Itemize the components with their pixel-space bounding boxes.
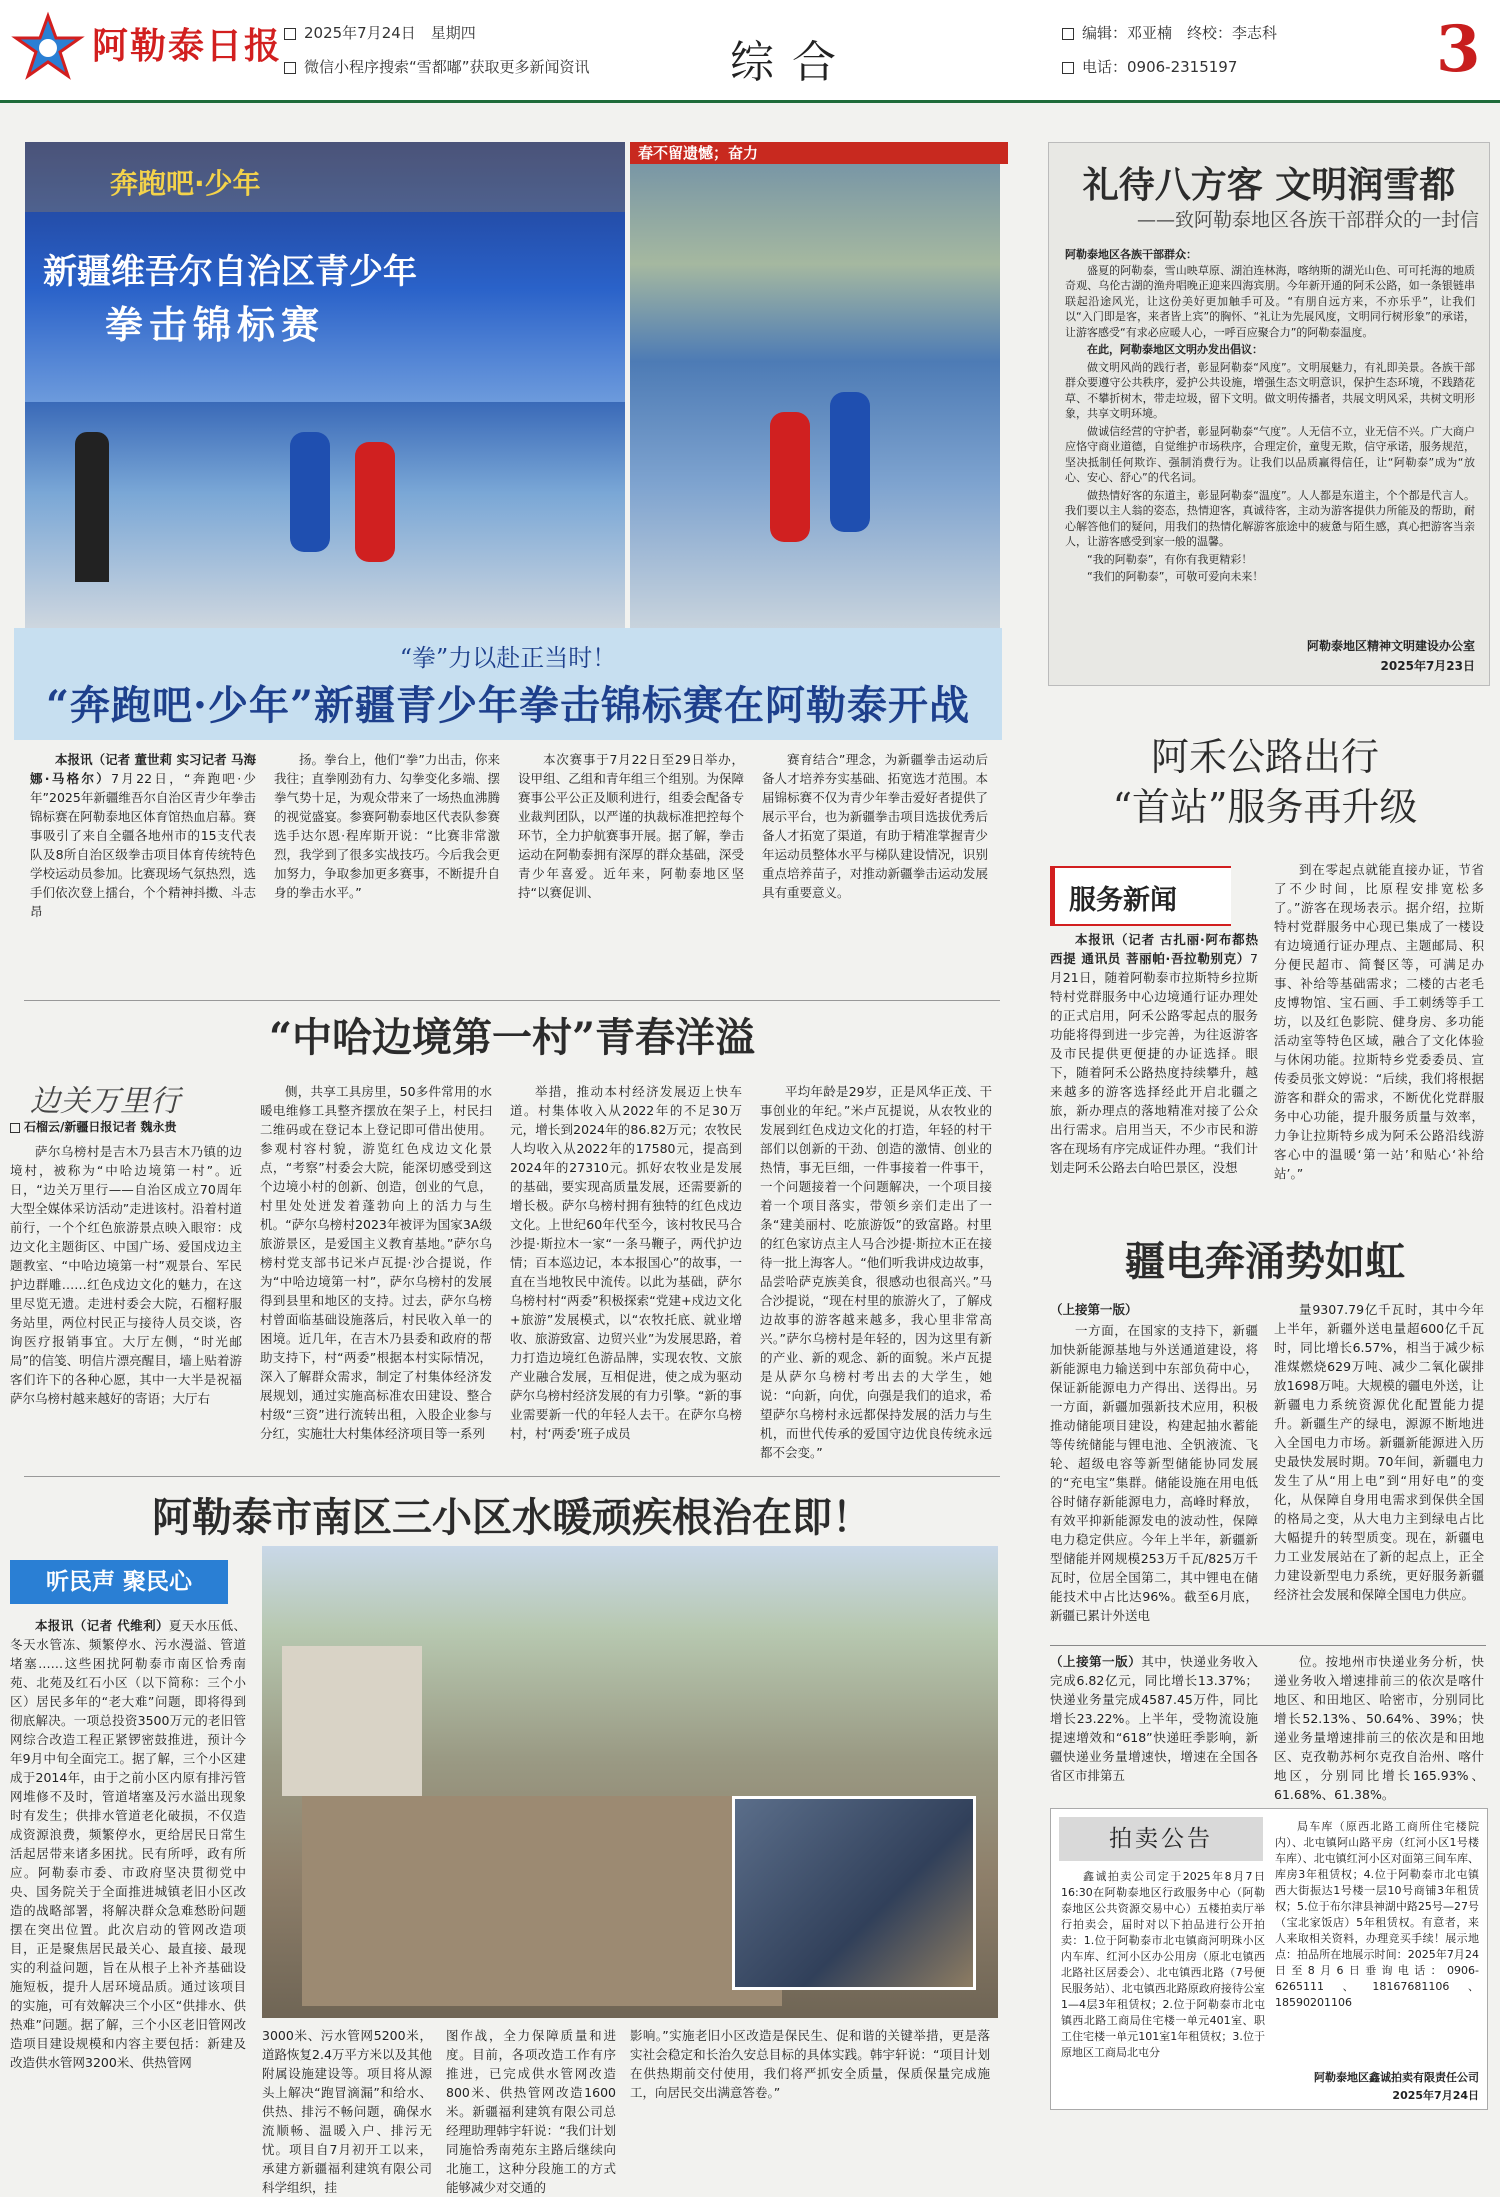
photo-event-logo: 奔跑吧·少年 — [110, 167, 261, 200]
letter-date: 2025年7月23日 — [1380, 659, 1475, 673]
auction-date: 2025年7月24日 — [1392, 2089, 1479, 2102]
water-col-3: 图作战，全力保障质量和进度。目前，各项改造工作有序推进，已完成供水管网改造800米、供热管网改造1600米。新疆福利建筑有限公司总经理助理韩宇轩说：“我们计划同施恰秀南苑东主路后继续向北施工，这种分段施工的方式能够减少对交通的 — [446, 2028, 616, 2195]
water-col-2: 3000米、污水管网5200米，道路恢复2.4万平方米以及其他附属设施建设等。项目将从源头上解决“跑冒滴漏”和给水、供热、排污不畅问题，确保水流顺畅、温暖入户、排污无忧。项目自7月初开工以来，承建方新疆福利建筑有限公司科学组织，挂 — [262, 2028, 432, 2195]
page-number: 3 — [1436, 12, 1481, 87]
boxing-photo-left — [25, 142, 625, 630]
grid-col-1: （上接第一版） 一方面，在国家的支持下，新疆加快新能源基地与外送通道建设，将新能源电力输送到中东部负荷中心，保证新能源电力产得出、送得出。另一方面，新疆加强新技术应用，积极推动储能项目建设，构建起抽水蓄能等传统储能与锂电池、全钒液流、飞轮、超级电容等新型储能协同发展的“充电宝”集群。储能设施在用电低谷时储存新能源电力，高峰时释放，有效平抑新能源发电的波动性，保障电力稳定供应。今年上半年，新疆新型储能并网规模253万千瓦/825万千瓦时，位居全国第二，其中锂电在储能技术中占比达96%。截至6月底，新疆已累计外送电 — [1050, 1302, 1258, 1623]
ahe-col-2: 到在零起点就能直接办证，节省了不少时间，比原程安排宽松多了。”游客在现场表示。据介绍，拉斯特村党群服务中心现已集成了一楼设有边境通行证办理点、主题邮局、积分便民超市、简餐区等，可满足办事、补给等基础需求；二楼的古老毛皮博物馆、宝石画、手工刺绣等手工坊，以及红色影院、健身房、多功能活动室等特色区域，融合了文化体验与休闲功能。拉斯特乡党委委员、宣传委员张文婷说：“后续，我们将根据游客和群众的需求，不断优化党群服务中心功能，提升服务质量与效率，力争让拉斯特乡成为阿禾公路沿线游客心中的温暖‘第一站’和贴心‘补给站’。” — [1274, 862, 1484, 1181]
water-title: 阿勒泰市南区三小区水暖顽疾根治在即！ — [152, 1494, 872, 1541]
boxer-red-figure-2 — [770, 412, 810, 542]
photo-banner-line-2: 拳击锦标赛 — [105, 303, 326, 347]
ahe-col-1: 本报讯（记者 古扎丽·阿布都热西提 通讯员 菩丽帕·吾拉勒别克）7月21日，随着阿勒泰市拉斯特乡拉斯特村党群服务中心边境通行证办理处的正式启用，阿禾公路零起点的服务功能将得到进一步完善，为往返游客及市民提供更便捷的办证选择。眼下，随着阿禾公路热度持续攀升，越来越多的游客选择经此开启北疆之旅，新办理点的落地精准对接了公众出行需求。启用当天，不少市民和游客在现场有序完成证件办理。“我们计划走阿禾公路去白哈巴景区，没想 — [1050, 932, 1258, 1175]
building — [282, 1646, 422, 1796]
service-news-tag — [1050, 866, 1231, 926]
village-col-2: 侧，共享工具房里，50多件常用的水暖电维修工具整齐摆放在架子上，村民扫二维码或在登记本上登记即可借出使用。参观村容村貌，游览红色戍边文化景点，“考察”村委会大院，能深切感受到这个边境小村的创新、创造，创业的气息，村里处处迸发着蓬勃向上的活力与生机。“萨尔乌榜村2023年被评为国家3A级旅游景区，是爱国主义教育基地。”萨尔乌榜村党支部书记米卢瓦提·沙合提说，作为“中哈边境第一村”，萨尔乌榜村的发展得到县里和地区的支持。过去，萨尔乌榜村曾面临基础设施落后，村民收入单一的困境。近几年，在吉木乃县委和政府的帮助支持下，村“两委”根据本村实际情况，深入了解群众需求，制定了村集体经济发展规划，通过实施高标准农田建设、整合村级“三资”进行流转出租，入股企业参与分红，实施壮大村集体经济项目等一系列 — [260, 1084, 492, 1441]
pipe-inset-photo — [732, 1796, 976, 1990]
boxer-blue-figure-2 — [830, 392, 870, 532]
boxing-article — [24, 750, 1000, 919]
date-line: 2025年7月24日 星期四 — [284, 22, 476, 43]
boxer-red-figure — [355, 442, 395, 562]
letter-box — [1048, 142, 1490, 686]
column-logo: 边关万里行 — [30, 1084, 180, 1119]
letter-signature: 阿勒泰地区精神文明建设办公室 — [1306, 639, 1475, 653]
auction-box — [1050, 1808, 1488, 2110]
village-col-4: 平均年龄是29岁，正是风华正茂、干事创业的年纪。”米卢瓦提说，从农牧业的发展到红色戍边文化的打造，年轻的村干部们以创新的干劲、创造的激情、创业的热情，事无巨细，一件事接着一件事干，一个问题接着一个问题解决，一个项目接着一个项目落实，带领乡亲们走出了一条“建美丽村、吃旅游饭”的致富路。村里的红色家访点主人马合沙提·斯拉木正在接待一批上海客人。“他们听我讲戍边故事，品尝哈萨克族美食，很感动也很高兴。”马合沙提说，“现在村里的旅游火了，了解戍边故事的游客越来越多，我心里非常高兴。”萨尔乌榜村是年轻的，因为这里有新的产业、新的观念、新的面貌。米卢瓦提是从萨尔乌榜村考出去的大学生，她说：“向新，向优，向强是我们的追求，希望萨尔乌榜村永远都保持发展的活力与生机，而世代传承的爱国守边优良传统永远都不会变。” — [760, 1084, 992, 1460]
auction-title-box — [1059, 1817, 1263, 1861]
photo-strip-text: 春不留遗憾；奋力 — [630, 142, 1008, 164]
village-title: “中哈边境第一村”青春洋溢 — [268, 1014, 755, 1061]
divider — [1050, 1645, 1486, 1646]
water-construction-photo — [262, 1546, 998, 2018]
boxer-blue-figure — [290, 432, 330, 552]
auction-col-1: 鑫诚拍卖公司定于2025年8月7日16:30在阿勒泰地区行政服务中心（阿勒泰地区公共资源交易中心）五楼拍卖厅举行拍卖会，届时对以下拍品进行公开拍卖：1.位于阿勒泰市北屯镇商河明珠小区内车库、红河小区办公用房（原北屯镇西北路社区居委会）、北屯镇西北路（7号便民服务站）、北屯镇西北路原政府接待公室1—4层3年租赁权；2.位于阿勒泰市北屯镇西北路工商局住宅楼一单元401室、职工住宅楼一单元101室1年租赁权；3.位于原地区工商局北屯分 — [1061, 1870, 1265, 2059]
letter-body: 阿勒泰地区各族干部群众： 盛夏的阿勒泰，雪山映草原、湖泊连林海，喀纳斯的湖光山色、可可托海的地质奇观、乌伦古湖的渔舟唱晚正迎来四海宾朋。今年新开通的阿禾公路，如一条银链串联起沿途风光，让这份美好更加触手可及。“有朋自远方来，不亦乐乎”，让我们以“入门即是客，来者皆上宾”的胸怀、“礼让为先展风度，文明同行树形象”的承诺，让游客感受“有求必应暖人心，一呼百应聚合力”的阿勒泰温度。 在此，阿勒泰地区文明办发出倡议： 做文明风尚的践行者，彰显阿勒泰“风度”。文明展魅力，有礼即美景。各族干部群众要遵守公共秩序，爱护公共设施，增强生态文明意识，保护生态环境，不践踏花草、不攀折树木，带走垃圾，留下文明。做文明传播者，共展文明风采，共树文明形象，共享文明环境。 做诚信经营的守护者，彰显阿勒泰“气度”。人无信不立，业无信不兴。广大商户应恪守商业道德，自觉维护市场秩序，合理定价，童叟无欺，信守承诺，服务规范，坚决抵制任何欺诈、强制消费行为。让我们以品质赢得信任，让“阿勒泰”成为“放心、安心、舒心”的代名词。 做热情好客的东道主，彰显阿勒泰“温度”。人人都是东道主，个个都是代言人。我们要以主人翁的姿态，热情迎客，真诚待客，主动为游客提供力所能及的帮助，耐心解答他们的疑问，用我们的热情化解游客旅途中的疲惫与陌生感，真心把游客当亲人，让游客感受到家一般的温馨。 “我的阿勒泰”，有你有我更精彩！ “我们的阿勒泰”，可敬可爱向未来！ — [1065, 248, 1475, 583]
service-news-label: 服务新闻 — [1069, 885, 1177, 916]
trench — [302, 1796, 782, 2006]
grid-title: 疆电奔涌势如虹 — [1125, 1238, 1405, 1285]
boxing-col-4: 赛育结合”理念，为新疆拳击运动后备人才培养夯实基础、拓宽选才范围。本届锦标赛不仅为青少年拳击爱好者提供了展示平台，也为新疆拳击项目选拔优秀后备人才拓宽了渠道，有助于精准掌握青少年运动员整体水平与梯队建设情况，识别重点培养苗子，对推动新疆拳击运动发展具有重要意义。 — [762, 752, 988, 900]
letter-title: 礼待八方客 文明润雪都 — [1082, 164, 1456, 206]
express-col-1: （上接第一版）其中，快递业务收入完成6.82亿元，同比增长13.37%；快递业务量完成4587.45万件，同比增长23.22%。上半年，受物流设施提速增效和“618”快递旺季影响，新疆快递业务量增速快，增速在全国各省区市排第五 — [1050, 1654, 1258, 1783]
boxing-headline: “奔跑吧·少年”新疆青少年拳击锦标赛在阿勒泰开战 — [46, 682, 970, 729]
photo-banner-line-1: 新疆维吾尔自治区青少年 — [43, 252, 417, 292]
boxing-kicker: “拳”力以赴正当时！ — [399, 644, 617, 672]
masthead — [0, 0, 1500, 103]
water-col-1: 本报讯（记者 代维利）夏天水压低、冬天水管冻、频繁停水、污水漫溢、管道堵塞……这些困扰阿勒泰市南区恰秀南苑、北苑及红石小区（以下简称：三个小区）居民多年的“老大难”问题，即将得到彻底解决。一项总投资3500万元的老旧管网综合改造工程正紧锣密鼓推进，预计今年9月中旬全面完工。据了解，三个小区建成于2014年，由于之前小区内原有排污管网堆修不及时，管道堵塞及污水溢出现象时有发生；供排水管道老化破损，不仅造成资源浪费，频繁停水，更给居民日常生活起居带来诸多困扰。民有所呼，政有所应。阿勒泰市委、市政府坚决贯彻党中央、国务院关于全面推进城镇老旧小区改造的战略部署，将解决群众急难愁盼问题摆在突出位置。此次启动的管网改造项目，正是聚焦居民最关心、最直接、最现实的利益问题，旨在从根子上补齐基础设施短板，提升人居环境品质。通过该项目的实施，可有效解决三个小区“供排水、供热难”问题。据了解，三个小区老旧管网改造项目建设规模和内容主要包括：新建及改造供水管网3200米、供热管网 — [10, 1618, 246, 2070]
boxing-col-1: 本报讯（记者 董世莉 实习记者 马海娜·马格尔）7月22日，“奔跑吧·少年”2025年新疆维吾尔自治区青少年拳击锦标赛在阿勒泰地区体育馆热血启幕。赛事吸引了来自全疆各地州市的15支代表队及8所自治区级拳击项目体育传统特色学校运动员参加。比赛现场气氛热烈，选手们依次登上擂台，个个精神抖擞、斗志昂 — [30, 752, 257, 919]
auction-company: 阿勒泰地区鑫诚拍卖有限责任公司 — [1314, 2071, 1479, 2084]
auction-col-2: 局车库（原西北路工商所住宅楼院内）、北屯镇阿山路平房（红河小区1号楼车库）、北屯镇红河小区对面第三间车库、库房3年租赁权；4.位于阿勒泰市北屯镇西大街振达1号楼一层10号商铺3年租赁权；5.位于布尔津县神湖中路25号—27号（宝北家饭店）5年租赁权。有意者，来人来取相关资料，办理竞买手续！展示地点：拍品所在地展示时间：2025年7月24日至8月6日垂询电话：0906-6265111、18167681106、18590201106 — [1275, 1820, 1479, 2009]
section-title: 综合 — [730, 37, 854, 88]
water-tag — [10, 1560, 228, 1604]
divider — [24, 1476, 1000, 1477]
water-tag-label: 听民声 聚民心 — [45, 1569, 192, 1595]
boxing-photo-right — [630, 142, 1000, 630]
express-col-2: 位。按地州市快递业务分析，快递业务收入增速排前三的依次是喀什地区、和田地区、哈密市，分别同比增长52.13%、50.64%、39%；快递业务量增速排前三的依次是和田地区、克孜勒苏柯尔克孜自治州、喀什地区，分别同比增长165.93%、61.68%、61.38%。 — [1274, 1654, 1484, 1802]
ahe-title-line-1: 阿禾公路出行 — [1150, 735, 1379, 779]
grid-col-2: 量9307.79亿千瓦时，其中今年上半年，新疆外送电量超600亿千瓦时，同比增长6.57%，相当于减少标准煤燃烧629万吨、减少二氧化碳排放1698万吨。大规模的疆电外送，让新疆电力系统资源优化配置能力提升。新疆生产的绿电，源源不断地进入全国电力市场。新疆新能源进入历史最快发展时期。70年间，新疆电力发生了从“用上电”到“用好电”的变化，从保障自身用电需求到保供全国的格局之变，从大电力主到绿电占比大幅提升的转型质变。现在，新疆电力工业发展站在了新的起点上，正全力建设新型电力系统，更好服务新疆经济社会发展和保障全国电力供应。 — [1274, 1302, 1484, 1602]
ahe-title-line-2: “首站”服务再升级 — [1112, 785, 1418, 829]
village-col-3: 举措，推动本村经济发展迈上快车道。村集体收入从2022年的不足30万元，增长到2024年的86.82万元；农牧民人均收入从2022年的17580元，提高到2024年的27310元。抓好农牧业是发展的基础，要实现高质量发展，还需要新的增长极。萨尔乌榜村拥有独特的红色戍边文化。上世纪60年代至今，该村牧民马合沙提·斯拉木一家“一条马鞭子，两代护边情；百本巡边记，本本报国心”的故事，一直在当地牧民中流传。以此为基础，萨尔乌榜村村“两委”积极探索“党建+戍边文化+旅游”发展模式，以“农牧托底、就业增收、旅游致富、边贸兴业”为发展思路，着力打造边境红色游品牌，实现农牧、文旅产业融合发展，互相促进，使之成为驱动萨尔乌榜村经济发展的有力引擎。“新的事业需要新一代的年轻人去干。在萨尔乌榜村，村‘两委’班子成员 — [510, 1084, 742, 1441]
phone-line: 电话：0906-2315197 — [1062, 56, 1237, 77]
editor-line: 编辑：邓亚楠 终校：李志科 — [1062, 22, 1277, 43]
wechat-line: 微信小程序搜索“雪都嘟”获取更多新闻资讯 — [284, 56, 590, 77]
auction-title: 拍卖公告 — [1109, 1826, 1213, 1852]
boxing-col-2: 扬。拳台上，他们“拳”力出击，你来我往；直拳刚劲有力、勾拳变化多端、摆拳气势十足，为观众带来了一场热血沸腾的视觉盛宴。参赛阿勒泰地区代表队参赛选手达尔恩·程库斯开说：“比赛非常激烈，我学到了很多实战技巧。今后我会更加努力，争取参加更多赛事，不断提升自身的拳击水平。” — [274, 752, 500, 900]
divider — [24, 1000, 1000, 1001]
village-col-1: 萨尔乌榜村是吉木乃县吉木乃镇的边境村，被称为“中哈边境第一村”。近日，“边关万里行——自治区成立70周年大型全媒体采访活动”走进该村。沿着村道前行，一个个红色旅游景点映入眼帘：戍边文化主题街区、中国广场、爱国戍边主题教室、“中哈边境第一村”观景台、军民护边群雕……红色戍边文化的魅力，在这里尽览无遗。走进村委会大院，石榴籽服务站里，两位村民正与接待人员交谈，咨询医疗报销事宜。大厅左侧，“时光邮局”的信笺、明信片漂亮醒目，墙上贴着游客们许下的各种心愿，其中一大半是祝福萨尔乌榜村越来越好的寄语；大厅右 — [10, 1144, 242, 1406]
boxing-col-3: 本次赛事于7月22日至29日举办，设甲组、乙组和青年组三个组别。为保障赛事公平公正及顺利进行，组委会配备专业裁判团队，以严谨的执裁标准把控每个环节，全力护航赛事开展。据了解，拳击运动在阿勒泰拥有深厚的群众基础，深受青少年喜爱。近年来，阿勒泰地区坚持“以赛促训、 — [518, 752, 744, 900]
water-col-4: 影响。”实施老旧小区改造是保民生、促和谐的关键举措，更是落实社会稳定和长治久安总目标的具体实践。韩宇轩说：“项目计划在供热期前交付使用，我们将严抓安全质量，保质保量完成施工，向居民交出满意答卷。” — [630, 2028, 990, 2100]
letter-subtitle: ——致阿勒泰地区各族干部群众的一封信 — [1136, 209, 1479, 231]
newspaper-logo-icon — [12, 12, 84, 84]
referee-figure — [75, 432, 109, 582]
village-author: 石榴云/新疆日报记者 魏永贵 — [10, 1118, 177, 1135]
boxing-headline-banner — [14, 628, 1002, 740]
paper-name: 阿勒泰日报 — [92, 26, 283, 67]
